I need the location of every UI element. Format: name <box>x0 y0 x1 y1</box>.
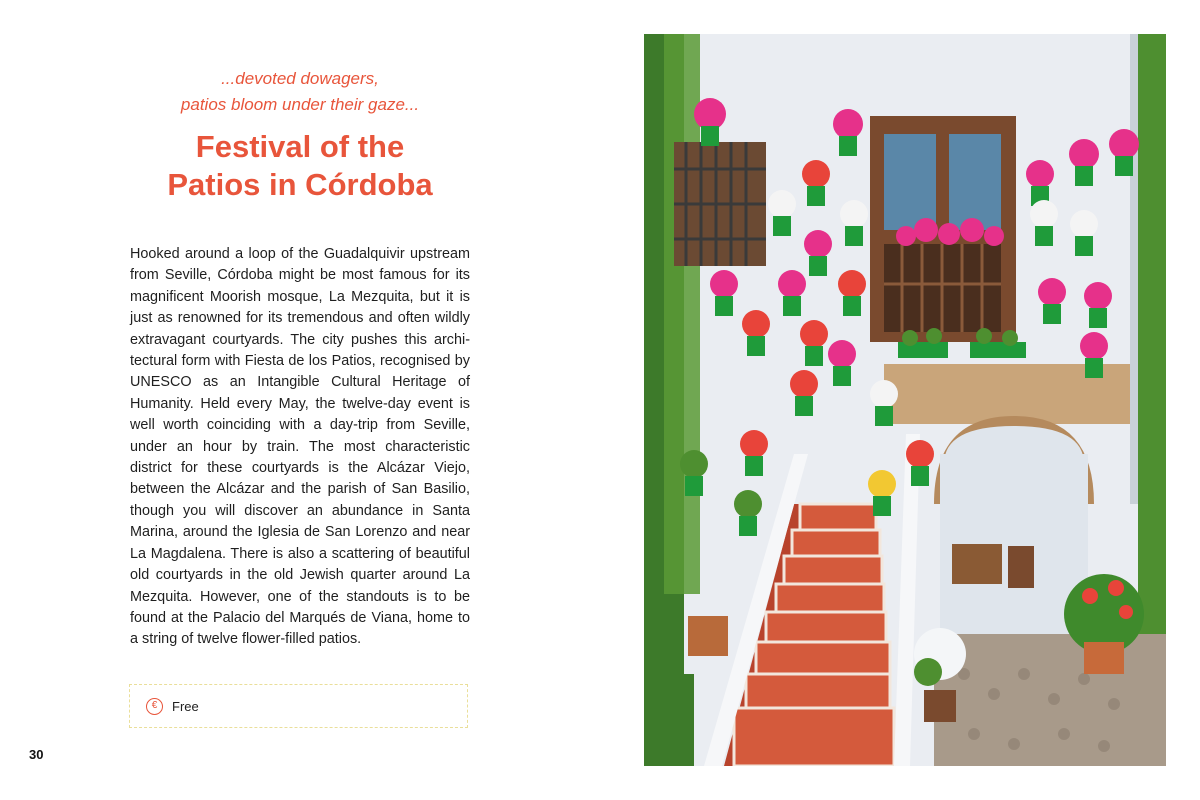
title-line-1: Festival of the <box>195 129 405 164</box>
kicker-line-2: patios bloom under their gaze... <box>180 95 420 114</box>
page-number: 30 <box>29 747 44 762</box>
courtyard-photo-illustration <box>644 34 1166 766</box>
page-title <box>100 128 500 204</box>
kicker <box>130 66 470 118</box>
title-line-2: Patios in Córdoba <box>167 167 433 202</box>
body-text: Hooked around a loop of the Guadalquivir upstream from Seville, Córdoba might be most famous for its magnificent Moorish mosque, La Mezquita, but it is just as renowned for its tremendous and often wildly extravagant courtyards. The city pushes this architectural form with Fiesta de los Patios, recognised by UNESCO as an Intangible Cultural Heritage of Humanity. Held every May, the twelve-day event is well worth coinciding with a day-trip from Seville, under an hour by train. The most characteristic district for these courtyards is the Alcázar Viejo, between the Alcázar and the parish of San Basilio, though you will discover an abundance in Santa Marina, around the Iglesia de San Lorenzo and near La Magdalena. There is also a scattering of beautiful old courtyards in the old Jewish quarter around La Mezquita. However, one of the standouts is to be found at the Palacio del Marqués de Viana, home to a string of twelve flower-filled patios. <box>130 246 470 648</box>
price-label: Free <box>172 698 199 714</box>
courtyard-photo <box>644 34 1166 766</box>
euro-icon: € <box>146 698 163 715</box>
price-box <box>129 684 468 728</box>
kicker-line-1: ...devoted dowagers, <box>221 69 379 88</box>
